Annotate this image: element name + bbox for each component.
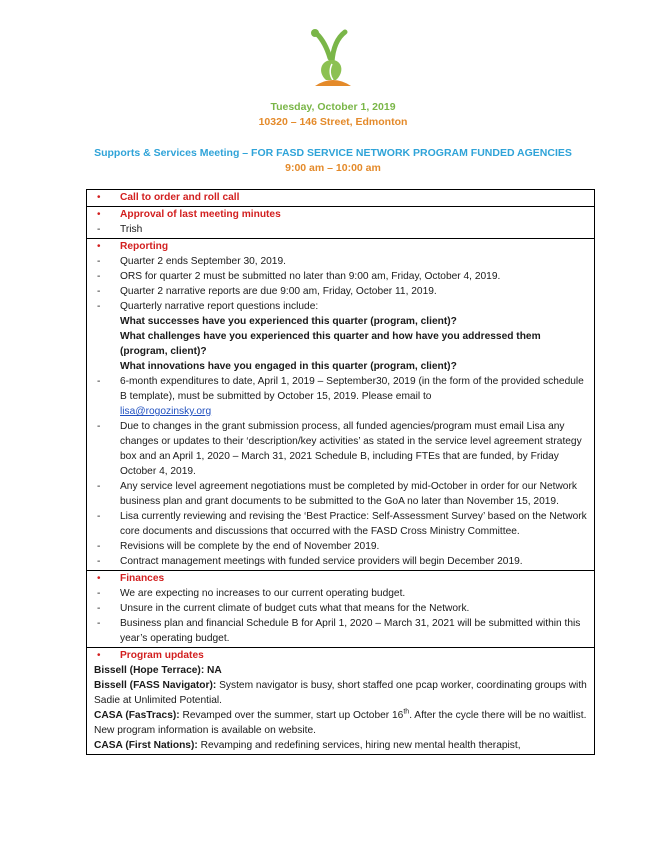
list-item: Revisions will be complete by the end of November 2019. (120, 541, 380, 552)
agenda-section-reporting: • Reporting - Quarter 2 ends September 30, 2019. - ORS for quarter 2 must be submitted no later than 9:00 am, Friday, October 4, 2019. - Quarter 2 narrative reports are due 9:00 am, Friday, October 11, 2019. - Quarterly narrative report questions include: What successes have you experienced this quarter (program, client)? What challenges have you experienced this quarter and how have you addressed them (program, client)? What innovations have you engaged in this quarter (program, client)? - 6-month expenditures to date, April 1, 2019 – September30, 2019 (in the form of the provided schedule B template), must be submitted by October 15, 2019. Please email to lisa@rogozinsky.org - Due to changes in the grant submission process, all funded agencies/program must email Lisa any changes or updates to their ‘description/key activities’ as stated in the service level agreement strategy box and an April 1, 2020 – March 31, 2021 Schedule B, including FTEs that are funded, by Friday October 4, 2019. - Any service level agreement negotiations must be completed by mid-October in order for our Network business plan and grant documents to be submitted to the GoA no later than November 15, 2019. - Lisa currently reviewing and revising the ‘Best Practice: Self-Assessment Survey’ based on the Network core documents and discussions that occurred with the FASD Cross Ministry Committee. - Revisions will be complete by the end of November 2019. - Contract management meetings with funded service providers will begin December 2019. (87, 239, 595, 571)
section-title: Finances (120, 573, 165, 584)
list-item: Contract management meetings with funded service providers will begin December 2019. (120, 556, 523, 567)
list-item: ORS for quarter 2 must be submitted no later than 9:00 am, Friday, October 4, 2019. (120, 271, 501, 282)
organization-logo (303, 28, 363, 92)
section-title: Call to order and roll call (120, 192, 240, 203)
program-update-text: System navigator is busy, short staffed one pcap worker, coordinating groups with Sadie at Unlimited Potential. (94, 680, 587, 706)
ordinal-suffix: th (403, 708, 410, 716)
agenda-table (86, 189, 595, 755)
list-item: Trish (120, 224, 143, 235)
program-label: CASA (FasTracs): (94, 710, 180, 721)
report-question: What innovations have you engaged in this quarter (program, client)? (120, 361, 457, 372)
agenda-section-approval: • Approval of last meeting minutes - Trish (87, 207, 595, 239)
agenda-section-finances: • Finances - We are expecting no increases to our current operating budget. - Unsure in the current climate of budget cuts what that means for the Network. - Business plan and financial Schedule B for April 1, 2020 – March 31, 2021 will be submitted within this year’s operating budget. (87, 571, 595, 648)
list-item: Quarter 2 ends September 30, 2019. (120, 256, 286, 267)
list-item: Quarterly narrative report questions include: (120, 301, 319, 312)
list-item: Business plan and financial Schedule B for April 1, 2020 – March 31, 2021 will be submitted within this year’s operating budget. (120, 618, 581, 644)
program-update-text: Revamped over the summer, start up October 16 (179, 710, 404, 721)
list-item: 6-month expenditures to date, April 1, 2019 – September30, 2019 (in the form of the provided schedule B template), must be submitted by October 15, 2019. Please email to (120, 376, 584, 402)
bullet-icon: • (97, 241, 101, 252)
report-question: What challenges have you experienced this quarter and how have you addressed them (program, client)? (120, 331, 541, 357)
bullet-icon: • (97, 650, 101, 661)
list-item: Lisa currently reviewing and revising the ‘Best Practice: Self-Assessment Survey’ based on the Network core documents and discussions that occurred with the FASD Cross Ministry Committee. (120, 511, 587, 537)
program-update-text: . After the cycle there will be no waitlist. New program information is available on website. (94, 710, 587, 736)
meeting-title: Supports & Services Meeting – FOR FASD SERVICE NETWORK PROGRAM FUNDED AGENCIES (94, 147, 572, 159)
meeting-address: 10320 – 146 Street, Edmonton (258, 116, 408, 128)
meeting-time: 9:00 am – 10:00 am (285, 162, 381, 174)
email-link[interactable]: lisa@rogozinsky.org (120, 406, 212, 417)
program-label: Bissell (Hope Terrace): NA (94, 665, 222, 676)
meeting-date: Tuesday, October 1, 2019 (270, 101, 396, 113)
agenda-section-program-updates (87, 648, 595, 755)
list-item: We are expecting no increases to our current operating budget. (120, 588, 406, 599)
agenda-section-call-to-order (87, 190, 595, 207)
program-label: CASA (First Nations): (94, 740, 198, 751)
bullet-icon: • (97, 573, 101, 584)
bullet-icon: • (97, 209, 101, 220)
list-item: Quarter 2 narrative reports are due 9:00 am, Friday, October 11, 2019. (120, 286, 437, 297)
section-title: Reporting (120, 241, 169, 252)
section-title: Program updates (120, 650, 204, 661)
program-update-text: Revamping and redefining services, hiring new mental health therapist, (197, 740, 521, 751)
report-question: What successes have you experienced this quarter (program, client)? (120, 316, 457, 327)
list-item: Unsure in the current climate of budget cuts what that means for the Network. (120, 603, 470, 614)
bullet-icon: • (97, 192, 101, 203)
section-title: Approval of last meeting minutes (120, 209, 281, 220)
list-item: Due to changes in the grant submission process, all funded agencies/program must email Lisa any changes or updates to their ‘description/key activities’ as stated in the service level agreement strategy box and an April 1, 2020 – March 31, 2021 Schedule B, including FTEs that are funded, by Friday October 4, 2019. (120, 421, 582, 477)
program-label: Bissell (FASS Navigator): (94, 680, 217, 691)
list-item: Any service level agreement negotiations must be completed by mid-October in order for our Network business plan and grant documents to be submitted to the GoA no later than November 15, 2019. (120, 481, 577, 507)
